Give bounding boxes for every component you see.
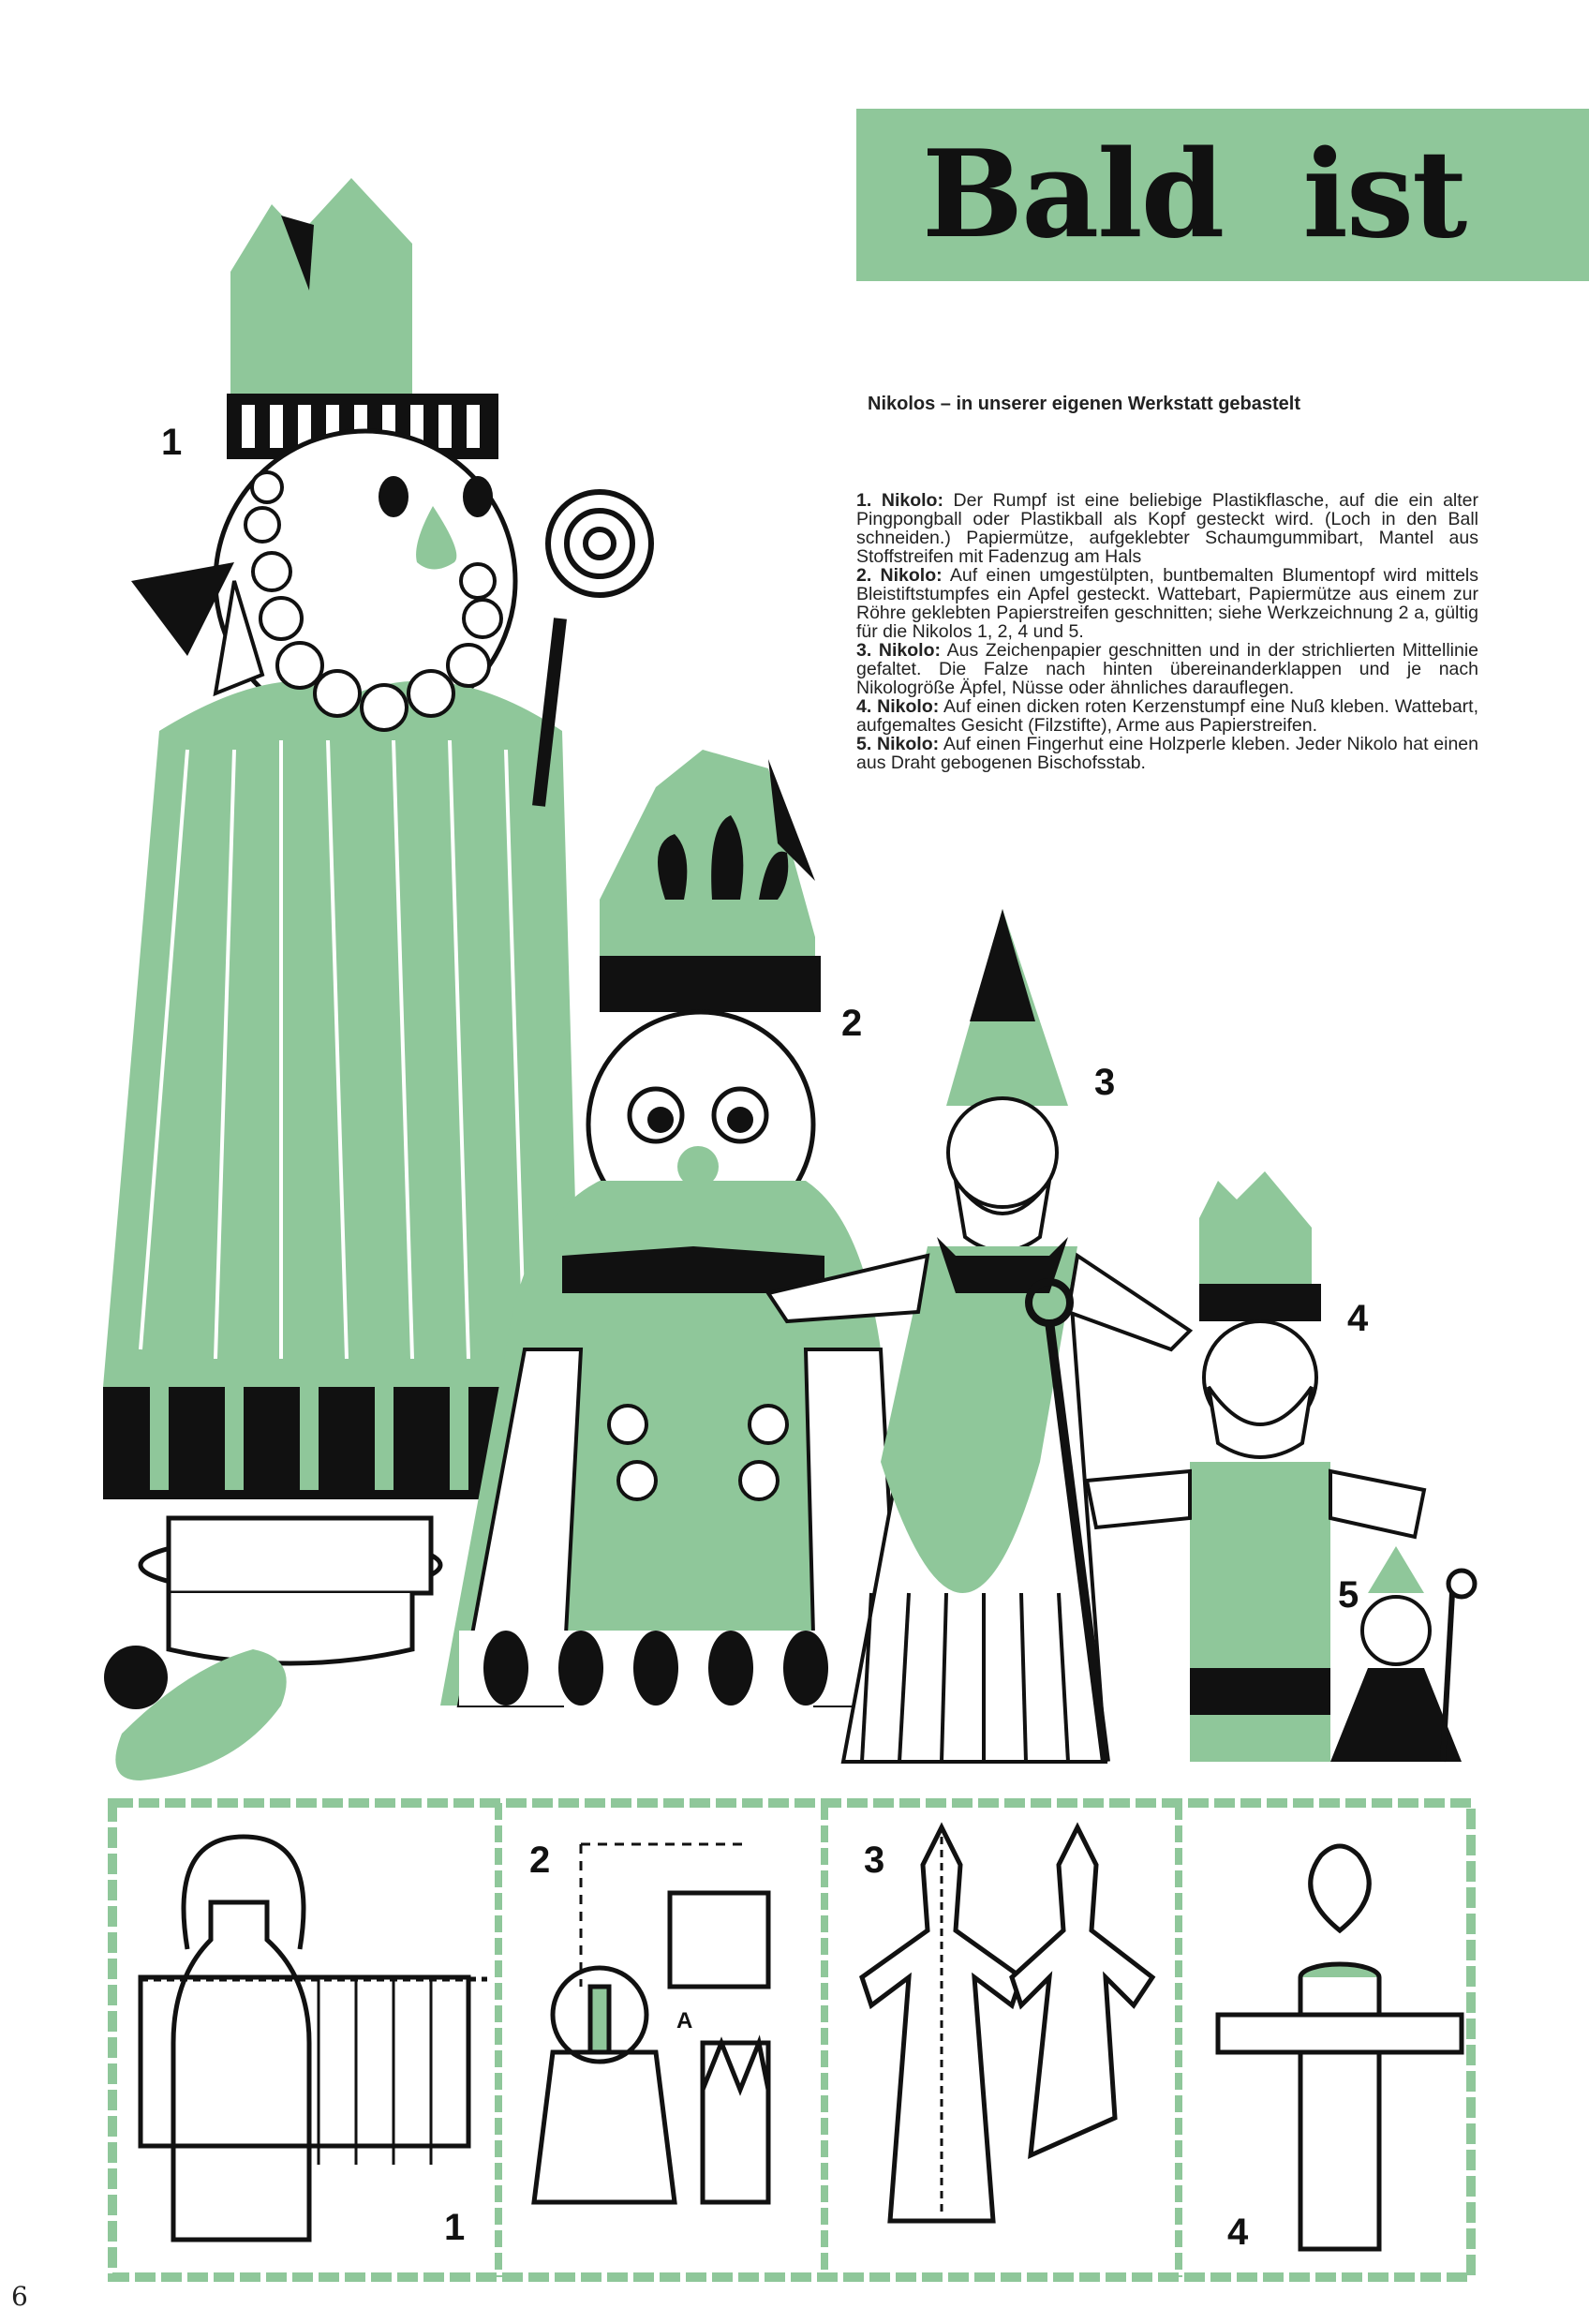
paragraph-text: Auf einen Fingerhut eine Holzperle kleben. Jeder Nikolo hat einen aus Draht gebogenen Bischofsstab. bbox=[856, 734, 1478, 773]
figure-label-3: 3 bbox=[1094, 1062, 1116, 1103]
paragraph-text: Auf einen umgestülpten, buntbemalten Blumentopf wird mittels Bleistiftstumpfes ein Apfel gesteckt. Wattebart, Papiermütze aus einem zur Röhre geklebten Papierstreifen geschnitten; siehe Werkzeichnung 2 a, gültig für die Nikolos 1, 2, 4 und 5. bbox=[856, 565, 1478, 642]
diagram-label-4: 4 bbox=[1227, 2212, 1249, 2253]
diagram-1 bbox=[141, 1837, 487, 2240]
page-title: Bald ist bbox=[922, 125, 1466, 265]
figure-label-4: 4 bbox=[1347, 1298, 1369, 1339]
paragraph-label: 5. Nikolo: bbox=[856, 734, 940, 754]
figure-label-2: 2 bbox=[841, 1003, 863, 1044]
paragraph-text: Der Rumpf ist eine beliebige Plastikflasche, auf die ein alter Pingpongball oder Plastikball als Kopf gesteckt wird. (Loch in den Ball schneiden.) Papiermütze, aufgeklebter Schaumgummibart, Mantel aus Stoffstreifen mit Fadenzug am Hals bbox=[856, 490, 1479, 567]
diagram-label-2a: A bbox=[676, 2008, 693, 2034]
diagram-4 bbox=[1218, 1846, 1462, 2249]
diagram-label-2: 2 bbox=[529, 1840, 551, 1881]
paragraph-text: Auf einen dicken roten Kerzenstumpf eine Nuß kleben. Wattebart, aufgemaltes Gesicht (Filzstifte), Arme aus Papierstreifen. bbox=[856, 696, 1479, 736]
diagram-3 bbox=[862, 1827, 1152, 2221]
paragraph-label: 3. Nikolo: bbox=[856, 640, 942, 661]
diagram-label-3: 3 bbox=[864, 1840, 885, 1881]
paragraph-label: 4. Nikolo: bbox=[856, 696, 940, 717]
figure-label-5: 5 bbox=[1338, 1574, 1359, 1616]
diagram-label-1: 1 bbox=[444, 2207, 466, 2248]
page-number: 6 bbox=[11, 2281, 28, 2312]
subtitle: Nikolos – in unserer eigenen Werkstatt gebastelt bbox=[868, 394, 1300, 414]
figure-label-1: 1 bbox=[161, 422, 183, 463]
paragraph-text: Aus Zeichenpapier geschnitten und in der strichlierten Mittellinie gefaltet. Die Falze nach hinten übereinanderklappen und je nach Nikologröße Äpfel, Nüsse oder ähnliches darauflegen. bbox=[856, 640, 1479, 698]
paragraph-label: 2. Nikolo: bbox=[856, 565, 943, 586]
paragraph-label: 1. Nikolo: bbox=[856, 490, 943, 511]
diagram-2 bbox=[534, 1844, 768, 2202]
